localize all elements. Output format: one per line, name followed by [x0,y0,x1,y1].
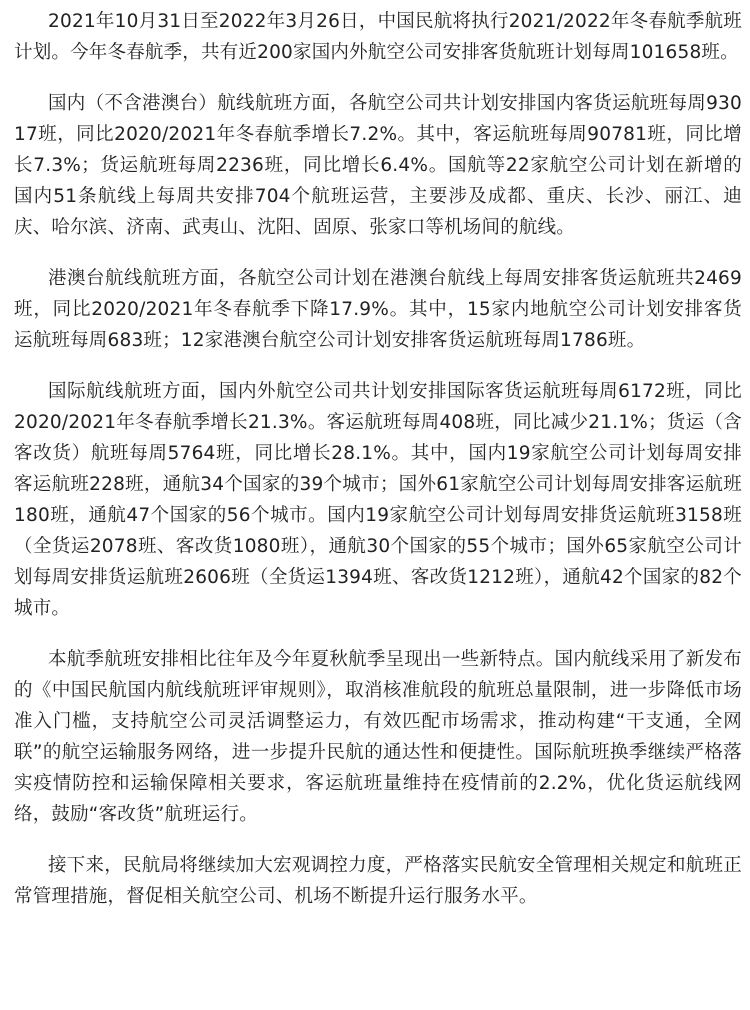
paragraph-new-features: 本航季航班安排相比往年及今年夏秋航季呈现出一些新特点。国内航线采用了新发布的《中国民航国内航线航班评审规则》，取消核准航段的航班总量限制，进一步降低市场准入门槛，支持航空公司灵活调整运力，有效匹配市场需求，推动构建“干支通，全网联”的航空运输服务网络，进一步提升民航的通达性和便捷性。国际航班换季继续严格落实疫情防控和运输保障相关要求，客运航班量维持在疫情前的2.2%，优化货运航线网络，鼓励“客改货”航班运行。 [14,649,742,825]
paragraph-schedule-overview: 2021年10月31日至2022年3月26日，中国民航将执行2021/2022年冬春航季航班计划。今年冬春航季，共有近200家国内外航空公司安排客货航班计划每周101658班。 [14,11,742,63]
paragraph-hk-macao-taiwan-routes: 港澳台航线航班方面，各航空公司计划在港澳台航线上每周安排客货运航班共2469班，同比2020/2021年冬春航季下降17.9%。其中，15家内地航空公司计划安排客货运航班每周683班；12家港澳台航空公司计划安排客货运航班每周1786班。 [14,268,742,351]
paragraph-international-routes: 国际航线航班方面，国内外航空公司共计划安排国际客货运航班每周6172班，同比2020/2021年冬春航季增长21.3%。客运航班每周408班，同比减少21.1%；货运（含客改货）航班每周5764班，同比增长28.1%。其中，国内19家航空公司计划每周安排客运航班228班，通航34个国家的39个城市；国外61家航空公司计划每周安排客运航班180班，通航47个国家的56个城市。国内19家航空公司计划每周安排货运航班3158班（全货运2078班、客改货1080班），通航30个国家的55个城市；国外65家航空公司计划每周安排货运航班2606班（全货运1394班、客改货1212班），通航42个国家的82个城市。 [14,381,742,619]
article-body [14,6,742,932]
paragraph-domestic-routes: 国内（不含港澳台）航线航班方面，各航空公司共计划安排国内客货运航班每周93017班，同比2020/2021年冬春航季增长7.2%。其中，客运航班每周90781班，同比增长7.3%；货运航班每周2236班，同比增长6.4%。国航等22家航空公司计划在新增的国内51条航线上每周共安排704个航班运营，主要涉及成都、重庆、长沙、丽江、迪庆、哈尔滨、济南、武夷山、沈阳、固原、张家口等机场间的航线。 [14,93,742,238]
paragraph-next-steps: 接下来，民航局将继续加大宏观调控力度，严格落实民航安全管理相关规定和航班正常管理措施，督促相关航空公司、机场不断提升运行服务水平。 [14,855,742,907]
